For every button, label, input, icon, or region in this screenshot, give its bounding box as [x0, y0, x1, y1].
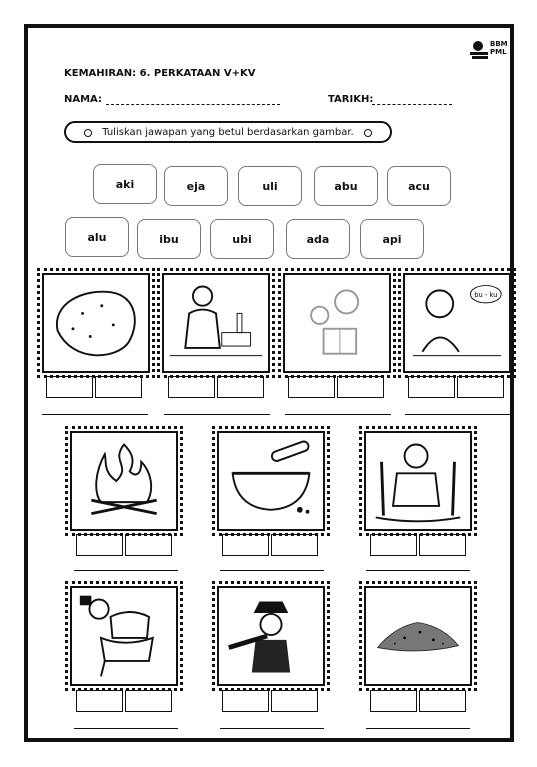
potato-picture: [42, 273, 150, 373]
date-field[interactable]: [372, 104, 452, 105]
answer-box[interactable]: [168, 376, 215, 398]
answer-box[interactable]: [46, 376, 93, 398]
instruction-text: Tuliskan jawapan yang betul berdasarkan gambar.: [102, 126, 354, 138]
answer-box[interactable]: [419, 534, 466, 556]
word-card: acu: [387, 166, 451, 206]
answer-box[interactable]: [370, 534, 417, 556]
answer-box[interactable]: [457, 376, 504, 398]
word-card: alu: [65, 217, 129, 257]
answer-line[interactable]: [405, 414, 511, 415]
word-card: aki: [93, 164, 157, 204]
answer-line[interactable]: [220, 728, 324, 729]
answer-line[interactable]: [74, 728, 178, 729]
word-card: api: [360, 219, 424, 259]
grandfather-picture: [364, 431, 472, 531]
answer-line[interactable]: [164, 414, 270, 415]
answer-line[interactable]: [366, 728, 470, 729]
answer-box[interactable]: [217, 376, 264, 398]
answer-box[interactable]: [408, 376, 455, 398]
word-card: abu: [314, 166, 378, 206]
answer-line[interactable]: [42, 414, 148, 415]
police-picture: [217, 586, 325, 686]
answer-box[interactable]: [337, 376, 384, 398]
word-card: ibu: [137, 219, 201, 259]
speech-bubble-text: bu - ku: [474, 291, 498, 300]
answer-line[interactable]: [74, 570, 178, 571]
word-card: eja: [164, 166, 228, 206]
name-label: NAMA:: [64, 94, 102, 105]
skill-title: KEMAHIRAN: 6. PERKATAAN V+KV: [64, 68, 256, 79]
baker-picture: [70, 586, 178, 686]
answer-box[interactable]: [419, 690, 466, 712]
boy-saying-buku-picture: [403, 273, 511, 373]
date-label: TARIKH:: [328, 94, 374, 105]
answer-box[interactable]: [95, 376, 142, 398]
mother-reading-picture: [283, 273, 391, 373]
answer-line[interactable]: [220, 570, 324, 571]
answer-line[interactable]: [285, 414, 391, 415]
answer-box[interactable]: [288, 376, 335, 398]
word-card: ada: [286, 219, 350, 259]
mortar-pestle-picture: [217, 431, 325, 531]
mother-cooking-picture: [162, 273, 270, 373]
answer-box[interactable]: [271, 534, 318, 556]
answer-box[interactable]: [76, 690, 123, 712]
answer-box[interactable]: [222, 534, 269, 556]
word-card: uli: [238, 166, 302, 206]
instruction-box: [64, 121, 392, 143]
answer-box[interactable]: [222, 690, 269, 712]
answer-line[interactable]: [366, 570, 470, 571]
word-card: ubi: [210, 219, 274, 259]
fire-picture: [70, 431, 178, 531]
answer-box[interactable]: [271, 690, 318, 712]
ash-pile-picture: [364, 586, 472, 686]
name-field[interactable]: [106, 104, 280, 105]
answer-box[interactable]: [76, 534, 123, 556]
answer-box[interactable]: [125, 534, 172, 556]
answer-box[interactable]: [370, 690, 417, 712]
answer-box[interactable]: [125, 690, 172, 712]
logo-text: BBM PML: [490, 40, 508, 56]
